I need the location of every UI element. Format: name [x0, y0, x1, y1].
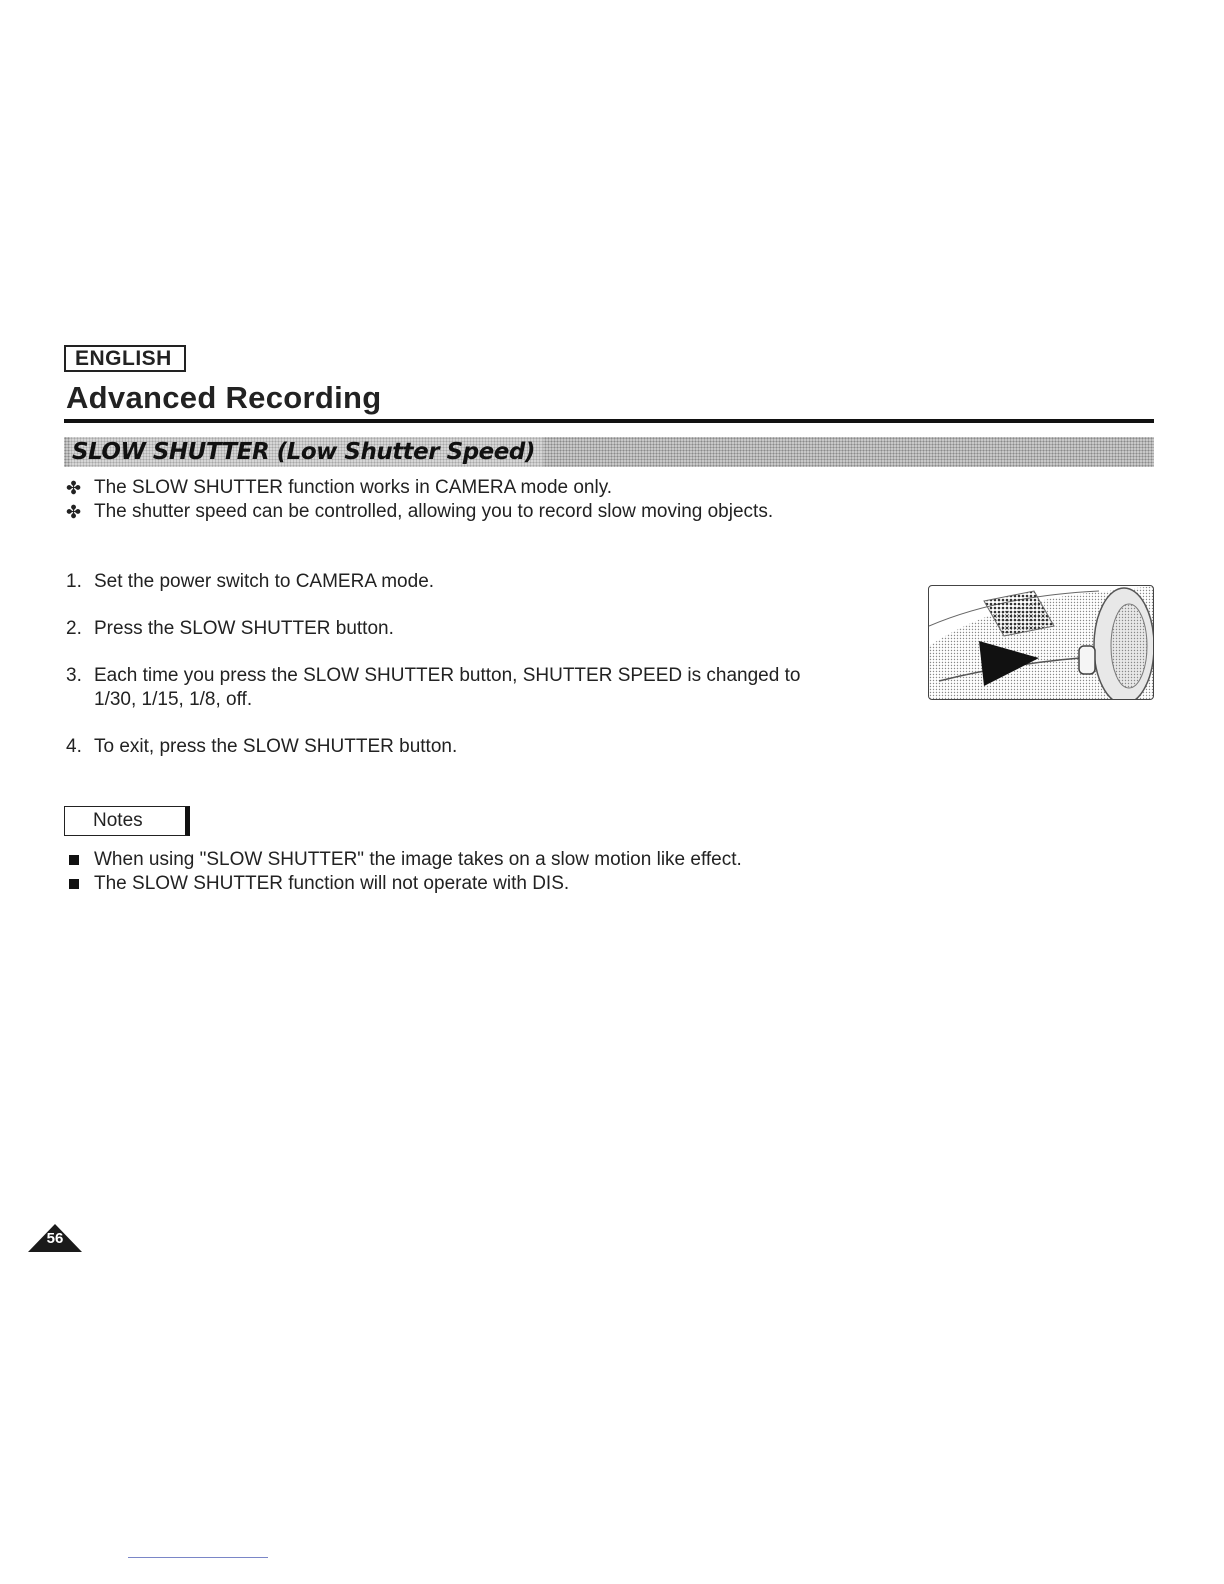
intro-text: The SLOW SHUTTER function works in CAMERA mode only. [94, 477, 613, 498]
intro-text: The shutter speed can be controlled, allowing you to record slow moving objects. [94, 501, 774, 522]
square-bullet-icon [69, 879, 79, 889]
step-text: Set the power switch to CAMERA mode. [94, 571, 435, 592]
step-item [66, 735, 846, 759]
note-item [66, 848, 966, 872]
note-item [66, 872, 966, 896]
note-text: The SLOW SHUTTER function will not operate with DIS. [94, 873, 570, 894]
step-item [66, 617, 846, 641]
step-number: 4. [66, 736, 82, 757]
note-text: When using "SLOW SHUTTER" the image takes on a slow motion like effect. [94, 849, 742, 870]
step-text: To exit, press the SLOW SHUTTER button. [94, 736, 458, 757]
title-divider [64, 419, 1154, 423]
footer-divider [128, 1557, 268, 1558]
step-text: Press the SLOW SHUTTER button. [94, 618, 394, 639]
step-text: Each time you press the SLOW SHUTTER button, SHUTTER SPEED is changed to 1/30, 1/15, 1/8, off. [94, 665, 801, 710]
notes-list [66, 848, 966, 896]
notes-tab: Notes [64, 806, 190, 836]
page-number-badge [28, 1224, 82, 1252]
step-item [66, 664, 846, 712]
page-title: Advanced Recording [66, 380, 382, 415]
step-item [66, 570, 846, 594]
camcorder-illustration [928, 585, 1154, 700]
camcorder-button-icon [929, 586, 1154, 700]
intro-item [66, 476, 966, 500]
step-number: 1. [66, 571, 82, 592]
section-header-band [64, 437, 1154, 467]
page-number: 56 [46, 1230, 64, 1247]
step-number: 3. [66, 665, 82, 686]
clover-bullet-icon: ✤ [66, 502, 82, 522]
step-number: 2. [66, 618, 82, 639]
clover-bullet-icon: ✤ [66, 478, 82, 498]
steps-list [66, 570, 846, 759]
section-title: SLOW SHUTTER (Low Shutter Speed) [70, 437, 543, 467]
intro-list [66, 476, 966, 524]
intro-item [66, 500, 966, 524]
language-tab: ENGLISH [64, 345, 186, 372]
square-bullet-icon [69, 855, 79, 865]
